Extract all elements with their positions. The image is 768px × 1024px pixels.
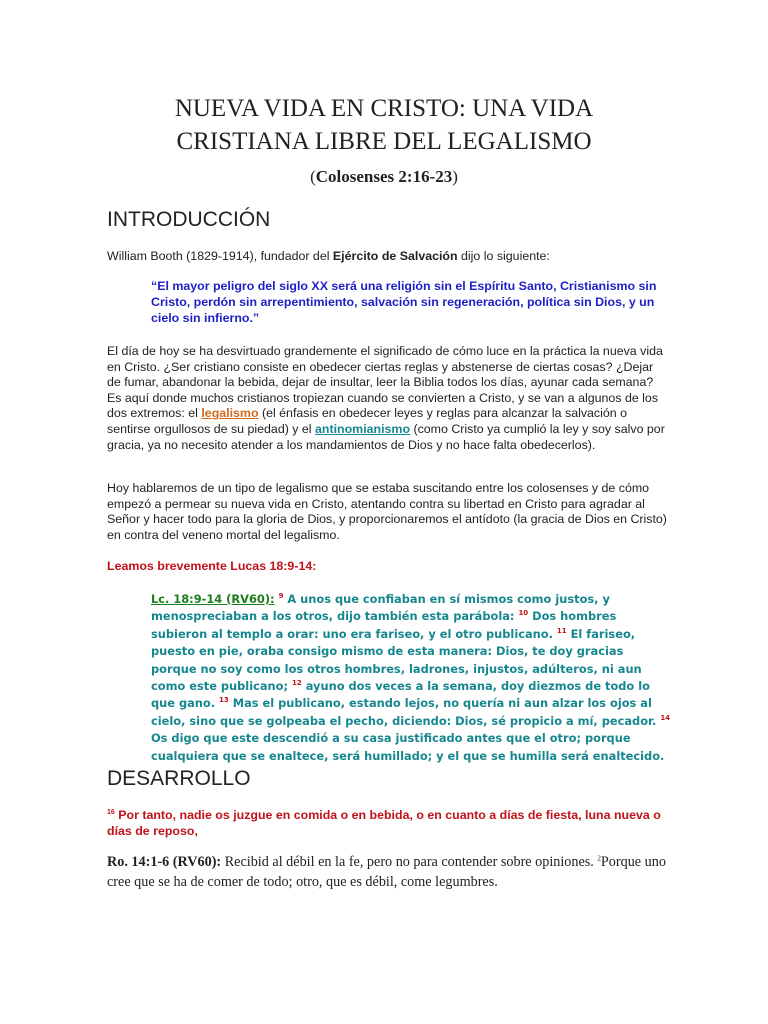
lucas-reference-link[interactable]: Lc. 18:9-14 (RV60): bbox=[151, 592, 275, 606]
booth-quote: “El mayor peligro del siglo XX será una religión sin el Espíritu Santo, Cristianismo sin Cristo, perdón sin arrepentimiento, salvación sin regeneración, política sin Dios, y un cielo sin infierno.” bbox=[151, 279, 657, 326]
verse-number-11: 11 bbox=[556, 627, 567, 636]
booth-intro-paragraph bbox=[107, 249, 667, 265]
subtitle-reference: Colosenses 2:16-23 bbox=[315, 167, 453, 186]
romanos-verse-number-2: 2 bbox=[597, 854, 601, 863]
romanos-reference: Ro. 14:1-6 (RV60): bbox=[107, 854, 222, 870]
verse-16-text: Por tanto, nadie os juzgue en comida o en bebida, o en cuanto a días de fiesta, luna nueva o días de reposo, bbox=[107, 808, 661, 838]
intro-paragraph-1 bbox=[107, 344, 667, 453]
verse-14-text: Os digo que este descendió a su casa justificado antes que el otro; porque cualquiera que se enaltece, será humillado; y el que se humilla será enaltecido. bbox=[151, 731, 665, 763]
verse-12-text: ayuno dos veces a la semana, doy diezmos de todo lo que gano. bbox=[151, 679, 650, 711]
antinomianismo-link[interactable]: antinomianismo bbox=[315, 421, 411, 436]
colosenses-verse-16 bbox=[107, 807, 667, 839]
booth-intro-post: dijo lo siguiente: bbox=[457, 249, 550, 263]
title-line-2: CRISTIANA LIBRE DEL LEGALISMO bbox=[176, 128, 592, 155]
verse-number-16: 16 bbox=[107, 808, 115, 816]
verse-9-text: A unos que confiaban en sí mismos como justos, y menospreciaban a los otros, dijo también esta parábola: bbox=[151, 592, 610, 624]
verse-13-text: Mas el publicano, estando lejos, no quería ni aun alzar los ojos al cielo, sino que se golpeaba el pecho, diciendo: Dios, sé propicio a mí, pecador. bbox=[151, 696, 661, 728]
verse-number-10: 10 bbox=[518, 609, 529, 618]
document-title bbox=[0, 92, 768, 158]
romanos-passage bbox=[107, 853, 667, 892]
lucas-scripture-block bbox=[151, 591, 671, 765]
document-subtitle bbox=[0, 166, 768, 188]
verse-10-text: Dos hombres subieron al templo a orar: uno era fariseo, y el otro publicano. bbox=[151, 609, 617, 641]
legalismo-link[interactable]: legalismo bbox=[201, 406, 259, 421]
subtitle-open-paren: ( bbox=[310, 167, 316, 186]
intro-paragraph-1-part-b: (el énfasis en obedecer leyes y reglas para alcanzar la salvación o sentirse orgullosos de su piedad) y el bbox=[107, 406, 627, 436]
romanos-verse-1-text: Recibid al débil en la fe, pero no para contender sobre opiniones. bbox=[221, 854, 598, 870]
intro-paragraph-1-part-a: El día de hoy se ha desvirtuado grandemente el significado de cómo luce en la práctica la nueva vida en Cristo. ¿Ser cristiano consiste en obedecer ciertas reglas y abstenerse de ciertas cosas? ¿Dejar de fumar, abandonar la bebida, dejar de insultar, leer la Biblia todos los días, ayunar cada semana? Es aquí donde muchos cristianos tropiezan cuando se convierten a Cristo, y se van a algunos de los dos extremos: el bbox=[107, 344, 663, 421]
intro-paragraph-1-part-c: (como Cristo ya cumplió la ley y soy salvo por gracia, ya no necesito atender a los mandamientos de Dios y no hace falta obedecerlos). bbox=[107, 421, 665, 452]
reading-heading: Leamos brevemente Lucas 18:9-14: bbox=[107, 559, 317, 573]
verse-number-9: 9 bbox=[278, 592, 284, 601]
verse-number-14: 14 bbox=[660, 714, 671, 723]
introduccion-heading: INTRODUCCIÓN bbox=[107, 208, 271, 231]
desarrollo-heading: DESARROLLO bbox=[107, 767, 251, 790]
romanos-verse-2-text: Porque uno cree que se ha de comer de todo; otro, que es débil, come legumbres. bbox=[107, 854, 666, 890]
booth-organization: Ejército de Salvación bbox=[332, 249, 458, 263]
subtitle-close-paren: ) bbox=[452, 167, 458, 186]
intro-paragraph-2: Hoy hablaremos de un tipo de legalismo que se estaba suscitando entre los colosenses y de cómo empezó a permear su nueva vida en Cristo, atentando contra su libertad en Cristo para agradar al Señor y hacer todo para la gloria de Dios, y proporcionaremos el antídoto (la gracia de Dios en Cristo) en contra del veneno mortal del legalismo. bbox=[107, 481, 667, 542]
verse-11-text: El fariseo, puesto en pie, oraba consigo mismo de esta manera: Dios, te doy gracias porque no soy como los otros hombres, ladrones, injustos, adúlteros, ni aun como este publicano; bbox=[151, 626, 642, 694]
booth-intro-pre: William Booth (1829-1914), fundador del bbox=[107, 249, 333, 263]
verse-number-13: 13 bbox=[219, 696, 229, 705]
title-line-1: NUEVA VIDA EN CRISTO: UNA VIDA bbox=[174, 95, 594, 122]
verse-number-12: 12 bbox=[292, 679, 302, 688]
